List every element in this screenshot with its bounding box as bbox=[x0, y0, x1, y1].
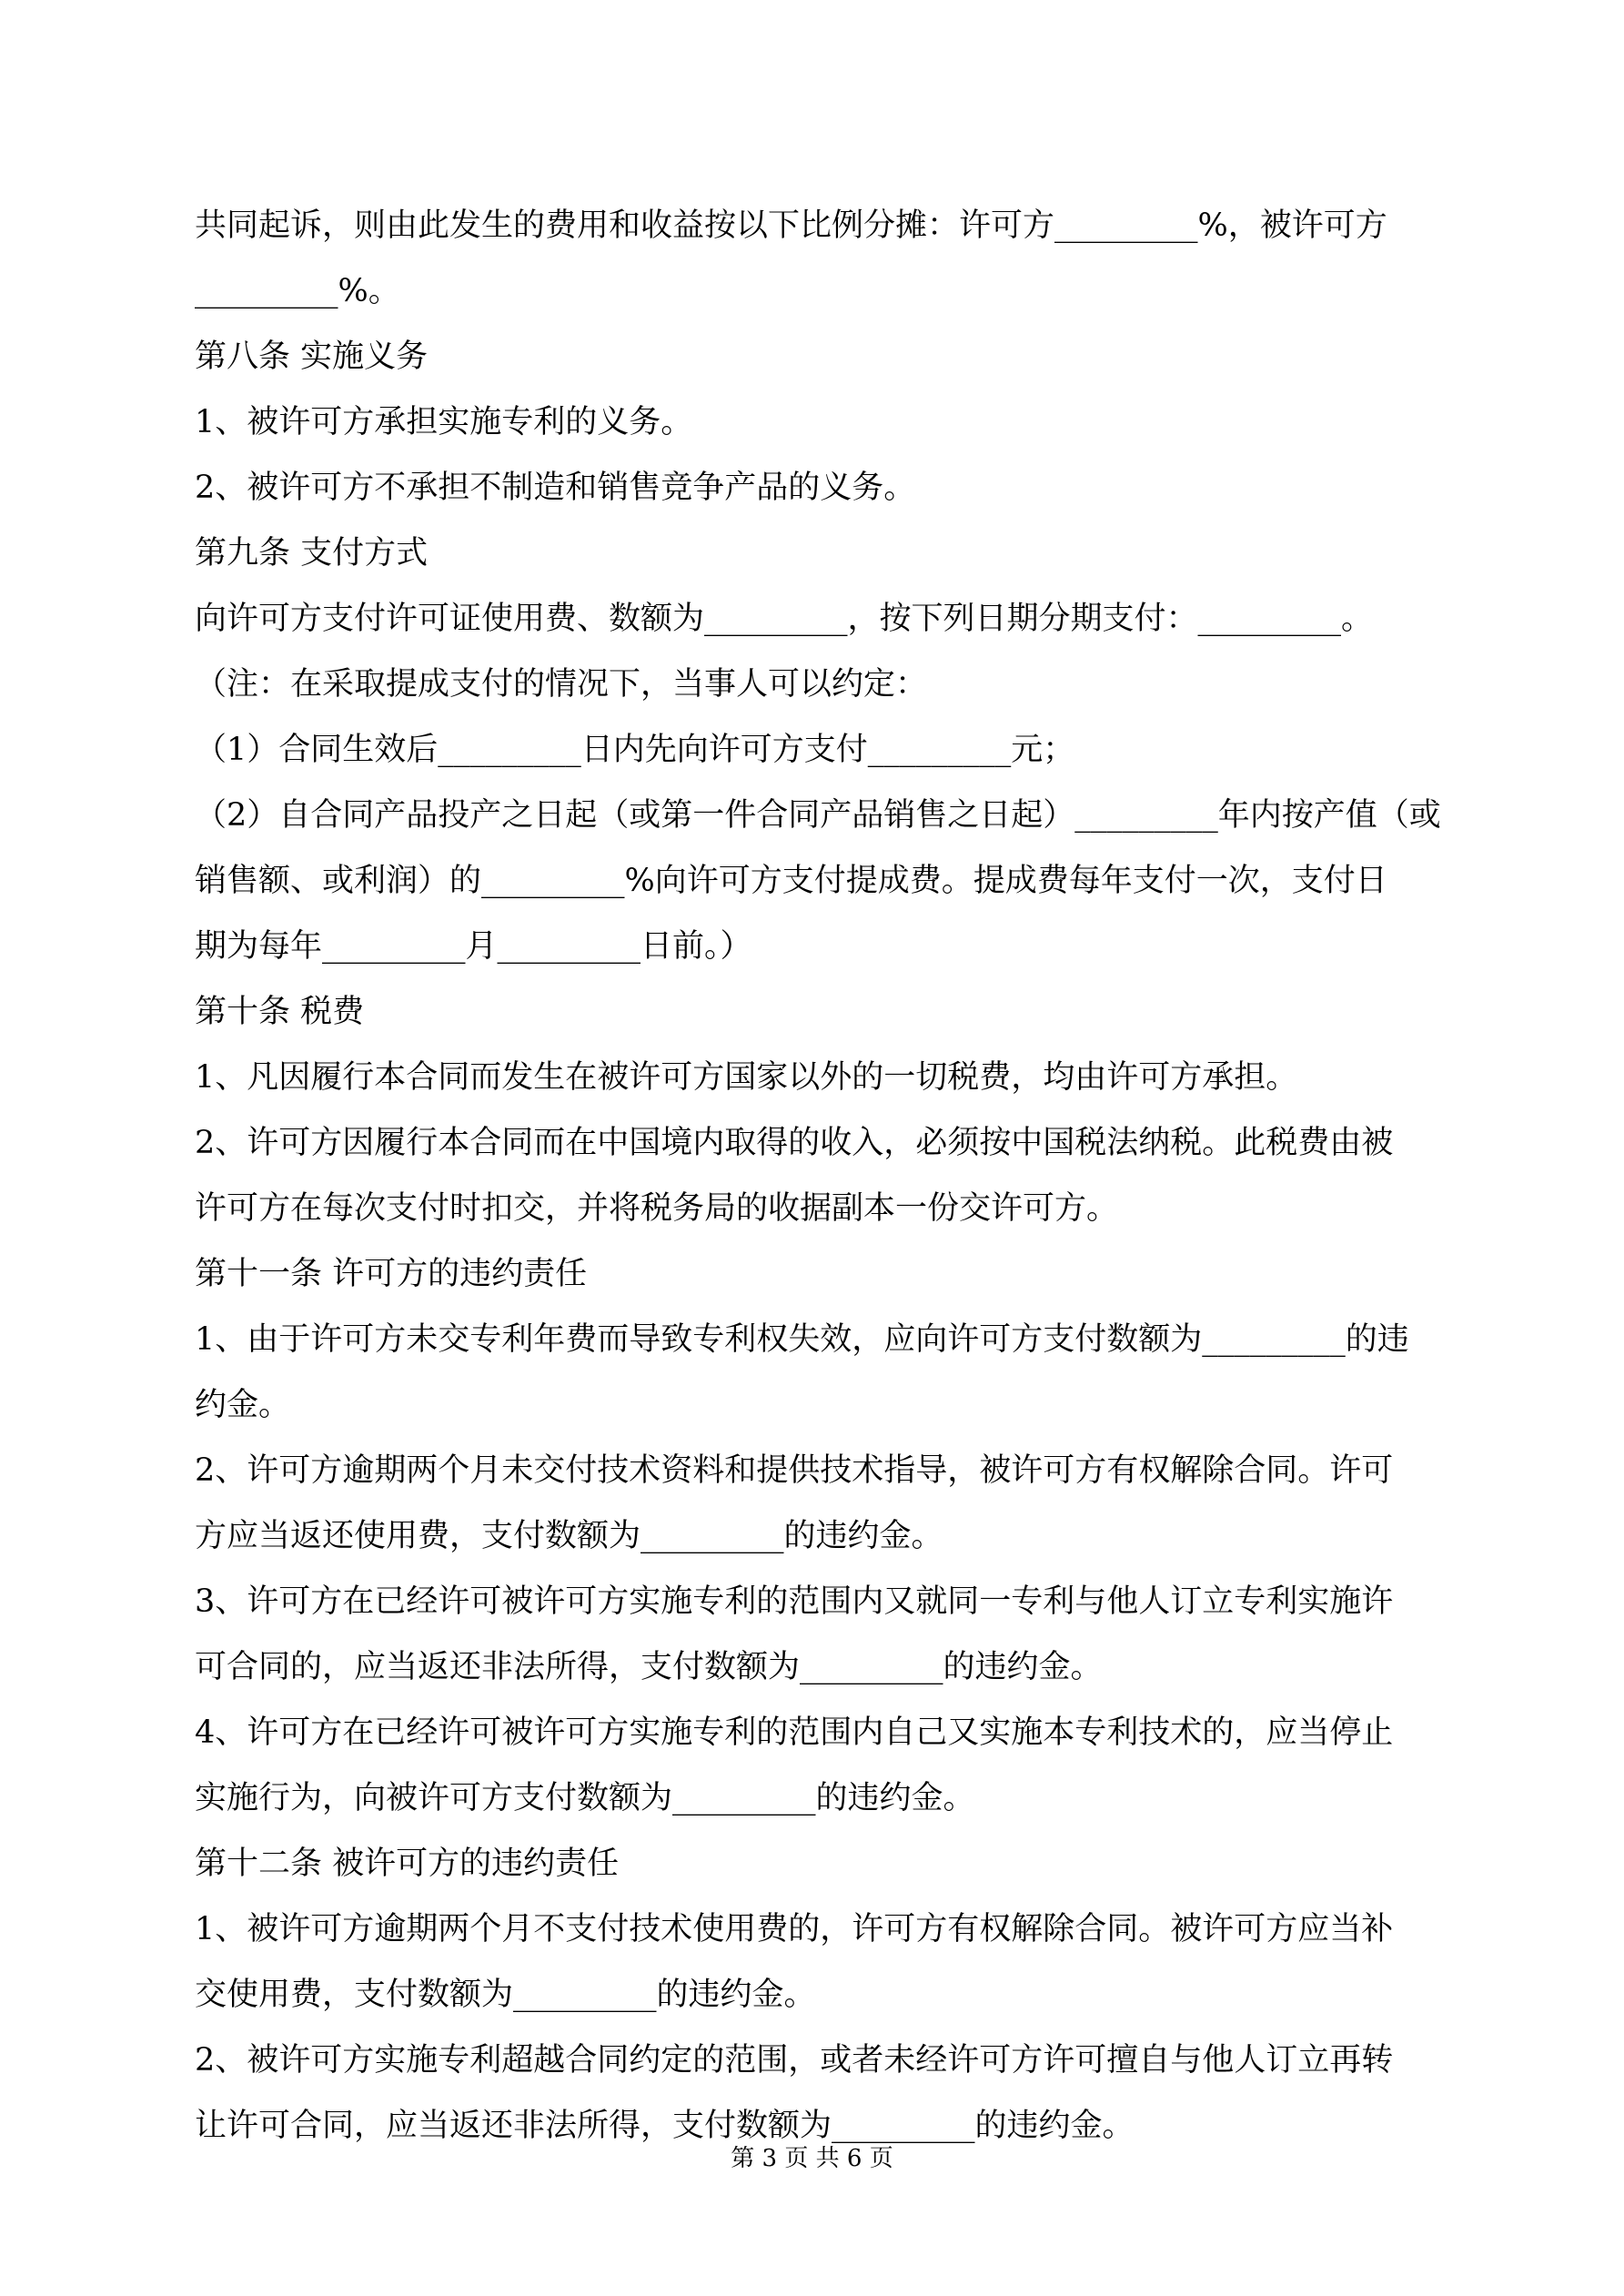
text-line: （1）合同生效后_________日内先向许可方支付_________元； bbox=[195, 732, 1075, 768]
text-line: 1、被许可方承担实施专利的义务。 bbox=[195, 404, 693, 440]
section-heading: 第十二条 被许可方的违约责任 bbox=[195, 1846, 620, 1882]
text-line: 2、许可方逾期两个月未交付技术资料和提供技术指导，被许可方有权解除合同。许可 bbox=[195, 1452, 1394, 1489]
text-line: （注：在采取提成支付的情况下，当事人可以约定： bbox=[195, 666, 928, 703]
text-line: 让许可合同，应当返还非法所得，支付数额为_________的违约金。 bbox=[195, 2108, 1135, 2144]
text-line: （2）自合同产品投产之日起（或第一件合同产品销售之日起）_________年内按产值（或 bbox=[195, 797, 1441, 834]
text-line: 2、被许可方不承担不制造和销售竞争产品的义务。 bbox=[195, 470, 916, 506]
text-line: 4、许可方在已经许可被许可方实施专利的范围内自己又实施本专利技术的，应当停止 bbox=[195, 1714, 1394, 1751]
section-heading: 第九条 支付方式 bbox=[195, 535, 429, 571]
section-heading: 第十一条 许可方的违约责任 bbox=[195, 1256, 588, 1292]
section-heading: 第八条 实施义务 bbox=[195, 339, 429, 375]
text-line: 可合同的，应当返还非法所得，支付数额为_________的违约金。 bbox=[195, 1649, 1103, 1685]
text-line: 1、由于许可方未交专利年费而导致专利权失效，应向许可方支付数额为_________的违 bbox=[195, 1321, 1409, 1358]
text-line: 2、被许可方实施专利超越合同约定的范围，或者未经许可方许可擅自与他人订立再转 bbox=[195, 2042, 1394, 2079]
text-line: 1、被许可方逾期两个月不支付技术使用费的，许可方有权解除合同。被许可方应当补 bbox=[195, 1911, 1394, 1947]
text-line: 约金。 bbox=[195, 1387, 291, 1423]
text-line: 向许可方支付许可证使用费、数额为_________，按下列日期分期支付：_________。 bbox=[195, 601, 1374, 637]
page-number-footer: 第 3 页 共 6 页 bbox=[731, 2145, 893, 2172]
text-line: 许可方在每次支付时扣交，并将税务局的收据副本一份交许可方。 bbox=[195, 1190, 1119, 1227]
text-line: 交使用费，支付数额为_________的违约金。 bbox=[195, 1977, 816, 2013]
text-line: 2、许可方因履行本合同而在中国境内取得的收入，必须按中国税法纳税。此税费由被 bbox=[195, 1125, 1394, 1161]
text-line: 期为每年_________月_________日前。） bbox=[195, 928, 752, 965]
section-heading: 第十条 税费 bbox=[195, 994, 365, 1030]
text-line: 销售额、或利润）的_________%向许可方支付提成费。提成费每年支付一次，支付日 bbox=[195, 863, 1387, 899]
text-line: 实施行为，向被许可方支付数额为_________的违约金。 bbox=[195, 1780, 975, 1816]
text-line: 共同起诉，则由此发生的费用和收益按以下比例分摊：许可方_________%，被许可方 bbox=[195, 207, 1387, 244]
text-line: _________%。 bbox=[195, 273, 400, 309]
text-line: 3、许可方在已经许可被许可方实施专利的范围内又就同一专利与他人订立专利实施许 bbox=[195, 1583, 1394, 1620]
text-line: 1、凡因履行本合同而发生在被许可方国家以外的一切税费，均由许可方承担。 bbox=[195, 1059, 1298, 1096]
text-line: 方应当返还使用费，支付数额为_________的违约金。 bbox=[195, 1518, 943, 1554]
